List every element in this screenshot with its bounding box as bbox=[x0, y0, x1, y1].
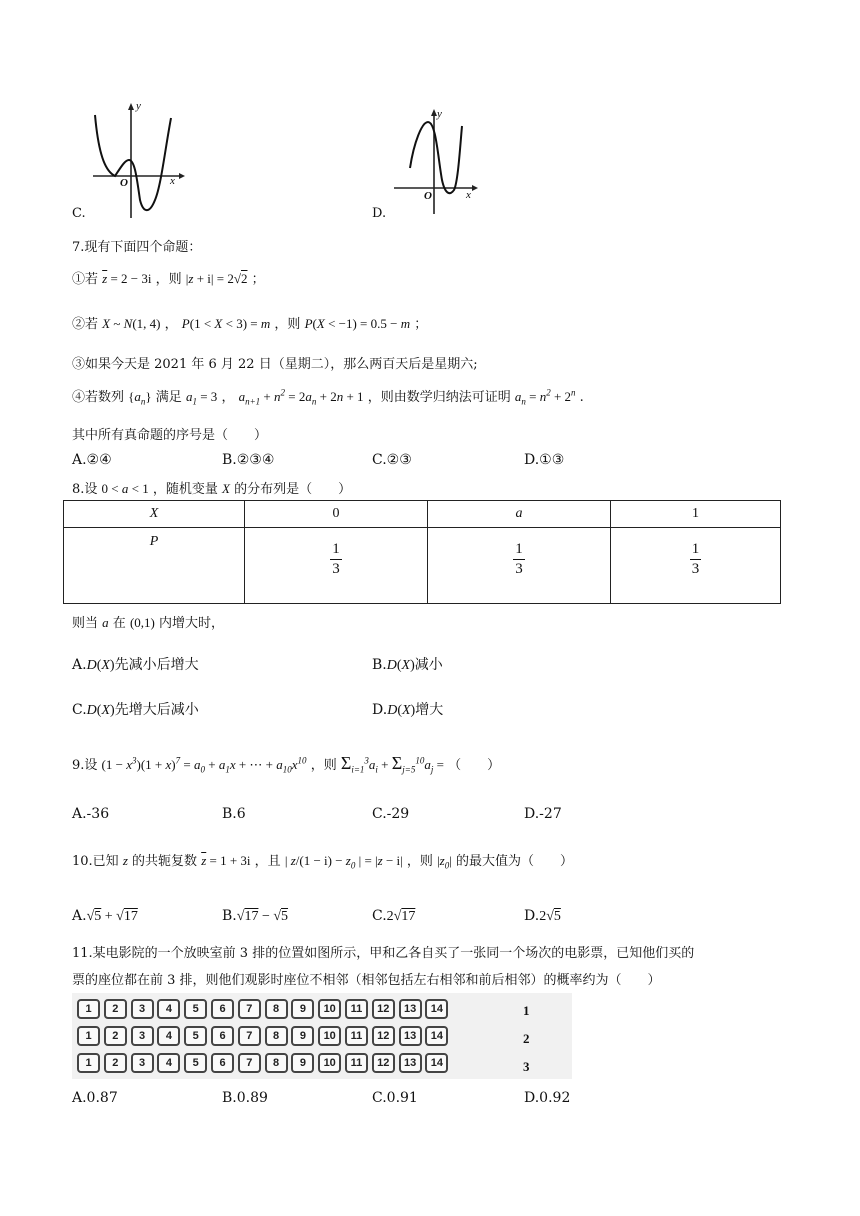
q7-s4-prefix: ④若数列 bbox=[72, 390, 125, 405]
seat: 13 bbox=[399, 1053, 422, 1073]
q8-follow-mid: 在 bbox=[112, 616, 126, 631]
seat: 6 bbox=[211, 999, 234, 1019]
q8-option-d-text: 增大 bbox=[415, 702, 444, 718]
q7-s1-formula-a: $\overline{z} = 2 - 3i$ bbox=[102, 271, 152, 286]
seat: 5 bbox=[184, 999, 207, 1019]
q10-stem-t1: 的共轭复数 bbox=[132, 854, 198, 869]
q11-option-c[interactable]: C.0.91 bbox=[372, 1090, 418, 1106]
q8-option-b-text: 减小 bbox=[414, 657, 443, 673]
seat: 3 bbox=[131, 999, 154, 1019]
q7-ask: 其中所有真命题的序号是（ ） bbox=[72, 428, 268, 443]
q8-option-d[interactable] bbox=[372, 699, 443, 719]
seat: 11 bbox=[345, 1053, 368, 1073]
seat: 3 bbox=[131, 1053, 154, 1073]
fraction-numerator: 1 bbox=[330, 541, 342, 560]
seat: 12 bbox=[372, 1026, 395, 1046]
seat: 11 bbox=[345, 1026, 368, 1046]
q7-s4-formula-c: $a_n = n^2 + 2^n$ bbox=[514, 387, 576, 407]
row-number-label: 2 bbox=[523, 1031, 530, 1046]
q8-option-c-text: 先增大后减小 bbox=[114, 702, 199, 718]
row-label-p: P bbox=[64, 528, 245, 604]
q7-s1-prefix: ①若 bbox=[72, 272, 99, 287]
q7-s2-formula-b: P(1 < X < 3) = m bbox=[181, 316, 271, 331]
table-cell bbox=[611, 528, 781, 604]
header-x: X bbox=[64, 501, 245, 528]
q10-stem-t3: ，则 bbox=[406, 854, 433, 869]
q10-option-b-expr: √17 − √5 bbox=[236, 909, 289, 924]
fraction bbox=[690, 541, 702, 578]
q7-s4-t3: ，则由数学归纳法可证明 bbox=[367, 390, 511, 405]
q9-stem-prefix: 9.设 bbox=[72, 758, 98, 773]
q7-s1-mid: ，则 bbox=[155, 272, 182, 287]
q11-option-b[interactable]: B.0.89 bbox=[222, 1090, 268, 1106]
q7-s2-formula-a: X ~ N(1, 4) bbox=[102, 316, 161, 331]
seating-chart bbox=[72, 993, 572, 1079]
q10-option-c-expr: 2√17 bbox=[386, 909, 416, 924]
q8-follow-prefix: 则当 bbox=[72, 616, 99, 631]
q9-option-a[interactable]: A.-36 bbox=[72, 806, 110, 822]
distribution-table bbox=[63, 500, 781, 604]
q7-stem: 7.现有下面四个命题： bbox=[72, 240, 202, 255]
q8-option-c[interactable] bbox=[72, 699, 199, 719]
seat: 14 bbox=[425, 1026, 448, 1046]
q10-option-a[interactable] bbox=[72, 908, 138, 925]
q11-line-2: 票的座位都在前 3 排，则他们观影时座位不相邻（相邻包括左右相邻和前后相邻）的概率约为（ ） bbox=[72, 973, 661, 988]
fraction bbox=[330, 541, 342, 578]
seat: 7 bbox=[238, 1053, 261, 1073]
q8-stem-prefix: 8.设 bbox=[72, 482, 98, 497]
table-header-row bbox=[64, 501, 781, 528]
q8-stem-condition: 0 < a < 1 bbox=[101, 481, 149, 496]
seat: 14 bbox=[425, 1053, 448, 1073]
q9-stem-tail: （ ） bbox=[448, 758, 501, 773]
seat: 14 bbox=[425, 999, 448, 1019]
q7-s4-tail: . bbox=[579, 390, 584, 405]
seat: 1 bbox=[77, 1053, 100, 1073]
header-a: a bbox=[428, 501, 611, 528]
q7-s1-formula-b: |z + i| = 2√2 bbox=[185, 271, 248, 286]
seat: 8 bbox=[265, 1053, 288, 1073]
seat: 7 bbox=[238, 999, 261, 1019]
seat: 10 bbox=[318, 1053, 341, 1073]
graph-c-option-label: C. bbox=[72, 206, 86, 221]
graph-c-y-label: y bbox=[136, 100, 141, 112]
q8-option-a-letter: A. bbox=[72, 657, 87, 673]
q7-s2-tail: ； bbox=[414, 317, 428, 332]
q8-follow-var: a bbox=[102, 615, 109, 630]
q10-option-a-letter: A. bbox=[72, 908, 87, 924]
seat: 4 bbox=[157, 999, 180, 1019]
q7-s2-mid1: ， bbox=[164, 317, 178, 332]
graph-d-x-label: x bbox=[466, 189, 471, 201]
fraction-denominator: 3 bbox=[515, 561, 523, 577]
q7-s4-seq: $\{a_n\}$ bbox=[128, 389, 152, 407]
q10-option-a-expr: √5 + √17 bbox=[86, 909, 138, 924]
q10-stem-tail: 的最大值为（ ） bbox=[455, 854, 573, 869]
seat: 6 bbox=[211, 1053, 234, 1073]
seat: 9 bbox=[291, 999, 314, 1019]
q7-statement-3: ③如果今天是 2021 年 6 月 22 日（星期二），那么两百天后是星期六; bbox=[72, 357, 478, 372]
q10-option-c[interactable] bbox=[372, 908, 415, 925]
fraction bbox=[513, 541, 525, 578]
seat: 2 bbox=[104, 1026, 127, 1046]
q10-option-b[interactable] bbox=[222, 908, 288, 925]
q8-option-d-letter: D. bbox=[372, 702, 388, 718]
q8-option-b-expr: D(X) bbox=[386, 658, 415, 673]
seat: 4 bbox=[157, 1026, 180, 1046]
seat: 12 bbox=[372, 999, 395, 1019]
q8-follow-interval: (0,1) bbox=[129, 615, 155, 630]
q9-option-b[interactable]: B.6 bbox=[222, 806, 246, 822]
q8-stem-variable: X bbox=[222, 481, 230, 496]
q10-stem-prefix: 10.已知 bbox=[72, 854, 119, 869]
q10-conjugate: $\overline{z} = 1 + 3i$ bbox=[201, 853, 251, 868]
graph-c-origin-label: O bbox=[120, 177, 128, 189]
q8-option-b[interactable] bbox=[372, 654, 443, 674]
q7-s2-formula-c: P(X < −1) = 0.5 − m bbox=[304, 316, 411, 331]
fraction-denominator: 3 bbox=[691, 561, 700, 577]
seat: 4 bbox=[157, 1053, 180, 1073]
seat: 11 bbox=[345, 999, 368, 1019]
q7-s2-mid2: ，则 bbox=[274, 317, 301, 332]
q7-statement-4 bbox=[72, 386, 584, 407]
q9-option-c[interactable]: C.-29 bbox=[372, 806, 410, 822]
q10-var-z: z bbox=[122, 853, 128, 868]
header-1: 1 bbox=[611, 501, 781, 528]
table-cell bbox=[245, 528, 428, 604]
seat: 7 bbox=[238, 1026, 261, 1046]
q11-option-a[interactable]: A.0.87 bbox=[72, 1090, 118, 1106]
q8-stem-mid: ，随机变量 bbox=[152, 482, 218, 497]
q8-option-b-letter: B. bbox=[372, 657, 387, 673]
graph-c-x-label: x bbox=[170, 175, 175, 187]
q7-option-d[interactable]: D.①③ bbox=[524, 452, 565, 468]
seat: 10 bbox=[318, 999, 341, 1019]
q7-s4-formula-b: $a_{n+1} + n^2 = 2a_n + 2n + 1$ bbox=[238, 387, 364, 407]
q11-line-1: 11.某电影院的一个放映室前 3 排的位置如图所示，甲和乙各自买了一张同一个场次的电影票，已知他们买的 bbox=[72, 946, 695, 961]
seat: 1 bbox=[77, 1026, 100, 1046]
q10-option-d[interactable] bbox=[524, 908, 561, 925]
fraction-denominator: 3 bbox=[332, 561, 340, 577]
seat: 2 bbox=[104, 999, 127, 1019]
q10-option-c-letter: C. bbox=[372, 908, 387, 924]
q8-option-a-expr: D(X) bbox=[86, 658, 115, 673]
q10-stem-t2: ，且 bbox=[254, 854, 281, 869]
q8-option-a[interactable] bbox=[72, 654, 199, 674]
q10-target: $|z_0|$ bbox=[437, 853, 452, 871]
seat: 2 bbox=[104, 1053, 127, 1073]
table-cell bbox=[428, 528, 611, 604]
graph-d-origin-label: O bbox=[424, 190, 432, 202]
q7-s1-tail: ； bbox=[251, 272, 265, 287]
q8-follow bbox=[72, 612, 224, 631]
q7-s2-prefix: ②若 bbox=[72, 317, 99, 332]
q7-s4-formula-a: $a_1 = 3$ bbox=[185, 389, 218, 407]
q11-option-d[interactable]: D.0.92 bbox=[524, 1090, 571, 1106]
seat: 3 bbox=[131, 1026, 154, 1046]
q7-option-b[interactable]: B.②③④ bbox=[222, 452, 275, 468]
q10-option-d-expr: 2√5 bbox=[539, 909, 561, 924]
q9-sum: $\Sigma_{i=1}^3a_i + \Sigma_{j=5}^{10}a_j$ = bbox=[340, 753, 444, 775]
seat: 1 bbox=[77, 999, 100, 1019]
seat: 9 bbox=[291, 1026, 314, 1046]
seat: 6 bbox=[211, 1026, 234, 1046]
q9-option-d[interactable]: D.-27 bbox=[524, 806, 562, 822]
seat: 10 bbox=[318, 1026, 341, 1046]
q7-option-c[interactable]: C.②③ bbox=[372, 452, 412, 468]
q7-option-a[interactable]: A.②④ bbox=[72, 452, 112, 468]
q8-follow-tail: 内增大时， bbox=[159, 616, 225, 631]
seat: 8 bbox=[265, 1026, 288, 1046]
header-0: 0 bbox=[245, 501, 428, 528]
q10-condition: | $z/(1 - i) - z_0$ | = |z − i| bbox=[284, 853, 403, 871]
fraction-numerator: 1 bbox=[690, 541, 702, 560]
seat: 12 bbox=[372, 1053, 395, 1073]
q9-stem-mid: ，则 bbox=[310, 758, 337, 773]
q8-stem bbox=[72, 478, 351, 497]
q10-stem bbox=[72, 850, 573, 871]
q8-option-c-letter: C. bbox=[72, 702, 87, 718]
q8-stem-tail: 的分布列是（ ） bbox=[234, 482, 352, 497]
seat: 5 bbox=[184, 1053, 207, 1073]
seat: 9 bbox=[291, 1053, 314, 1073]
q10-option-d-letter: D. bbox=[524, 908, 540, 924]
q7-statement-1 bbox=[72, 268, 265, 287]
seat: 8 bbox=[265, 999, 288, 1019]
q8-option-a-text: 先减小后增大 bbox=[114, 657, 199, 673]
q7-s4-t1: 满足 bbox=[155, 390, 182, 405]
q7-statement-2 bbox=[72, 313, 427, 332]
fraction-numerator: 1 bbox=[513, 541, 525, 560]
seat: 5 bbox=[184, 1026, 207, 1046]
seat: 13 bbox=[399, 999, 422, 1019]
q7-s4-t2: ， bbox=[221, 390, 235, 405]
graph-d-y-label: y bbox=[437, 108, 442, 120]
seat: 13 bbox=[399, 1026, 422, 1046]
function-graph-c bbox=[85, 100, 195, 220]
q9-expansion: $(1 - x^3)(1 + x)^7 = a_0 + a_1x$ + ⋯ + $a_{10}x^{10}$ bbox=[101, 755, 307, 775]
table-value-row bbox=[64, 528, 781, 604]
q9-stem bbox=[72, 753, 500, 775]
row-number-label: 3 bbox=[523, 1059, 530, 1074]
row-number-label: 1 bbox=[523, 1003, 530, 1018]
q10-option-b-letter: B. bbox=[222, 908, 237, 924]
graph-d-option-label: D. bbox=[372, 206, 387, 221]
q8-option-d-expr: D(X) bbox=[387, 703, 416, 718]
q8-option-c-expr: D(X) bbox=[86, 703, 115, 718]
